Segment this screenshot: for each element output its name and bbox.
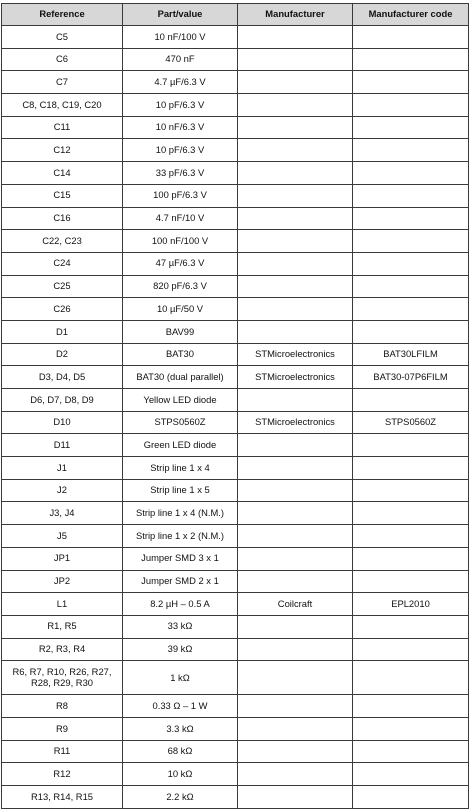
table-row <box>2 661 469 695</box>
cell-manufacturer <box>238 184 353 207</box>
cell-manufacturer-code <box>353 717 469 740</box>
header-row <box>2 4 469 26</box>
cell-reference: C8, C18, C19, C20 <box>2 94 123 117</box>
cell-reference: D10 <box>2 411 123 434</box>
cell-reference: C26 <box>2 298 123 321</box>
cell-manufacturer <box>238 547 353 570</box>
cell-part-value: 39 kΩ <box>123 638 238 661</box>
cell-manufacturer-code <box>353 638 469 661</box>
cell-manufacturer <box>238 252 353 275</box>
cell-reference: R8 <box>2 695 123 718</box>
cell-manufacturer <box>238 48 353 71</box>
cell-manufacturer <box>238 71 353 94</box>
cell-part-value: 100 pF/6.3 V <box>123 184 238 207</box>
cell-manufacturer-code: EPL2010 <box>353 593 469 616</box>
cell-manufacturer-code: BAT30LFILM <box>353 343 469 366</box>
cell-manufacturer: STMicroelectronics <box>238 411 353 434</box>
cell-reference: L1 <box>2 593 123 616</box>
table-row <box>2 207 469 230</box>
table-row <box>2 230 469 253</box>
cell-reference: J2 <box>2 479 123 502</box>
cell-manufacturer <box>238 389 353 412</box>
cell-part-value: 0.33 Ω – 1 W <box>123 695 238 718</box>
cell-part-value: 10 µF/50 V <box>123 298 238 321</box>
header-reference: Reference <box>2 4 123 26</box>
cell-reference: D1 <box>2 320 123 343</box>
table-row <box>2 162 469 185</box>
cell-reference: R6, R7, R10, R26, R27, R28, R29, R30 <box>2 661 123 695</box>
cell-part-value: 10 nF/6.3 V <box>123 116 238 139</box>
cell-reference: C12 <box>2 139 123 162</box>
cell-reference: C11 <box>2 116 123 139</box>
cell-reference: R9 <box>2 717 123 740</box>
cell-manufacturer-code <box>353 695 469 718</box>
cell-part-value: Green LED diode <box>123 434 238 457</box>
cell-part-value: 10 kΩ <box>123 763 238 786</box>
table-row <box>2 411 469 434</box>
cell-part-value: 1 kΩ <box>123 661 238 695</box>
table-row <box>2 593 469 616</box>
table-row <box>2 252 469 275</box>
cell-manufacturer-code <box>353 298 469 321</box>
cell-manufacturer <box>238 457 353 480</box>
header-manufacturer-code: Manufacturer code <box>353 4 469 26</box>
cell-manufacturer-code <box>353 570 469 593</box>
cell-manufacturer <box>238 615 353 638</box>
cell-manufacturer-code <box>353 94 469 117</box>
table-row <box>2 695 469 718</box>
cell-manufacturer-code <box>353 162 469 185</box>
cell-manufacturer-code <box>353 116 469 139</box>
table-row <box>2 615 469 638</box>
cell-reference: R1, R5 <box>2 615 123 638</box>
cell-manufacturer: Coilcraft <box>238 593 353 616</box>
cell-manufacturer <box>238 479 353 502</box>
header-manufacturer: Manufacturer <box>238 4 353 26</box>
cell-manufacturer-code <box>353 615 469 638</box>
cell-reference: J5 <box>2 525 123 548</box>
table-row <box>2 389 469 412</box>
table-row <box>2 298 469 321</box>
cell-reference: D11 <box>2 434 123 457</box>
cell-part-value: 4.7 nF/10 V <box>123 207 238 230</box>
cell-manufacturer-code <box>353 207 469 230</box>
cell-reference: C22, C23 <box>2 230 123 253</box>
cell-part-value: Jumper SMD 2 x 1 <box>123 570 238 593</box>
cell-part-value: BAT30 <box>123 343 238 366</box>
table-row <box>2 547 469 570</box>
cell-reference: C7 <box>2 71 123 94</box>
cell-reference: J3, J4 <box>2 502 123 525</box>
cell-manufacturer <box>238 139 353 162</box>
cell-manufacturer-code <box>353 184 469 207</box>
header-part-value: Part/value <box>123 4 238 26</box>
cell-manufacturer <box>238 230 353 253</box>
table-row <box>2 570 469 593</box>
cell-manufacturer <box>238 94 353 117</box>
cell-part-value: Jumper SMD 3 x 1 <box>123 547 238 570</box>
cell-reference: C24 <box>2 252 123 275</box>
cell-part-value: Strip line 1 x 4 (N.M.) <box>123 502 238 525</box>
cell-manufacturer <box>238 786 353 809</box>
table-row <box>2 184 469 207</box>
table-row <box>2 434 469 457</box>
table-row <box>2 94 469 117</box>
cell-reference: C15 <box>2 184 123 207</box>
cell-part-value: 8.2 µH – 0.5 A <box>123 593 238 616</box>
cell-part-value: 100 nF/100 V <box>123 230 238 253</box>
cell-manufacturer-code <box>353 457 469 480</box>
cell-part-value: 4.7 µF/6.3 V <box>123 71 238 94</box>
cell-reference: D2 <box>2 343 123 366</box>
cell-manufacturer <box>238 525 353 548</box>
cell-part-value: 10 pF/6.3 V <box>123 94 238 117</box>
cell-reference: C16 <box>2 207 123 230</box>
cell-part-value: 820 pF/6.3 V <box>123 275 238 298</box>
table-row <box>2 786 469 809</box>
cell-manufacturer-code <box>353 252 469 275</box>
cell-manufacturer-code <box>353 48 469 71</box>
table-row <box>2 525 469 548</box>
table-row <box>2 139 469 162</box>
cell-manufacturer-code <box>353 26 469 49</box>
cell-reference: R11 <box>2 740 123 763</box>
cell-part-value: 10 nF/100 V <box>123 26 238 49</box>
table-header <box>2 4 469 26</box>
cell-manufacturer-code <box>353 661 469 695</box>
cell-part-value: BAV99 <box>123 320 238 343</box>
cell-manufacturer: STMicroelectronics <box>238 343 353 366</box>
cell-reference: C5 <box>2 26 123 49</box>
cell-manufacturer <box>238 116 353 139</box>
cell-manufacturer-code <box>353 320 469 343</box>
cell-part-value: 33 pF/6.3 V <box>123 162 238 185</box>
cell-manufacturer-code: BAT30-07P6FILM <box>353 366 469 389</box>
table-row <box>2 502 469 525</box>
cell-manufacturer-code <box>353 230 469 253</box>
cell-reference: C25 <box>2 275 123 298</box>
cell-manufacturer-code <box>353 502 469 525</box>
cell-manufacturer: STMicroelectronics <box>238 366 353 389</box>
cell-part-value: 10 pF/6.3 V <box>123 139 238 162</box>
cell-part-value: BAT30 (dual parallel) <box>123 366 238 389</box>
table-row <box>2 740 469 763</box>
table-row <box>2 71 469 94</box>
table-body <box>2 26 469 809</box>
cell-reference: R12 <box>2 763 123 786</box>
cell-part-value: Strip line 1 x 5 <box>123 479 238 502</box>
table-row <box>2 638 469 661</box>
cell-manufacturer <box>238 275 353 298</box>
table-row <box>2 763 469 786</box>
cell-reference: D6, D7, D8, D9 <box>2 389 123 412</box>
cell-manufacturer-code <box>353 389 469 412</box>
cell-manufacturer-code <box>353 71 469 94</box>
cell-part-value: STPS0560Z <box>123 411 238 434</box>
cell-part-value: Strip line 1 x 2 (N.M.) <box>123 525 238 548</box>
cell-manufacturer <box>238 695 353 718</box>
cell-part-value: 2.2 kΩ <box>123 786 238 809</box>
cell-reference: C14 <box>2 162 123 185</box>
cell-manufacturer-code <box>353 479 469 502</box>
cell-manufacturer <box>238 434 353 457</box>
cell-manufacturer-code <box>353 740 469 763</box>
cell-manufacturer-code <box>353 547 469 570</box>
cell-part-value: 3.3 kΩ <box>123 717 238 740</box>
cell-manufacturer <box>238 638 353 661</box>
cell-part-value: Strip line 1 x 4 <box>123 457 238 480</box>
cell-manufacturer-code <box>353 139 469 162</box>
cell-manufacturer-code: STPS0560Z <box>353 411 469 434</box>
cell-manufacturer-code <box>353 786 469 809</box>
cell-manufacturer <box>238 320 353 343</box>
table-row <box>2 366 469 389</box>
cell-manufacturer <box>238 763 353 786</box>
cell-part-value: 47 µF/6.3 V <box>123 252 238 275</box>
table-row <box>2 26 469 49</box>
table-row <box>2 320 469 343</box>
cell-reference: J1 <box>2 457 123 480</box>
cell-reference: R2, R3, R4 <box>2 638 123 661</box>
cell-reference: R13, R14, R15 <box>2 786 123 809</box>
cell-manufacturer <box>238 26 353 49</box>
table-row <box>2 717 469 740</box>
table-row <box>2 343 469 366</box>
cell-manufacturer-code <box>353 275 469 298</box>
table-row <box>2 116 469 139</box>
cell-part-value: Yellow LED diode <box>123 389 238 412</box>
cell-reference: C6 <box>2 48 123 71</box>
cell-manufacturer <box>238 298 353 321</box>
cell-manufacturer <box>238 162 353 185</box>
cell-manufacturer-code <box>353 525 469 548</box>
cell-manufacturer-code <box>353 763 469 786</box>
cell-reference: D3, D4, D5 <box>2 366 123 389</box>
cell-manufacturer <box>238 661 353 695</box>
cell-manufacturer <box>238 717 353 740</box>
bill-of-materials-table <box>1 3 469 809</box>
cell-manufacturer <box>238 502 353 525</box>
cell-manufacturer <box>238 740 353 763</box>
cell-reference: JP2 <box>2 570 123 593</box>
cell-part-value: 33 kΩ <box>123 615 238 638</box>
table-row <box>2 275 469 298</box>
cell-manufacturer <box>238 207 353 230</box>
table-row <box>2 48 469 71</box>
cell-part-value: 470 nF <box>123 48 238 71</box>
table-row <box>2 479 469 502</box>
cell-part-value: 68 kΩ <box>123 740 238 763</box>
cell-manufacturer <box>238 570 353 593</box>
table-row <box>2 457 469 480</box>
cell-reference: JP1 <box>2 547 123 570</box>
cell-manufacturer-code <box>353 434 469 457</box>
